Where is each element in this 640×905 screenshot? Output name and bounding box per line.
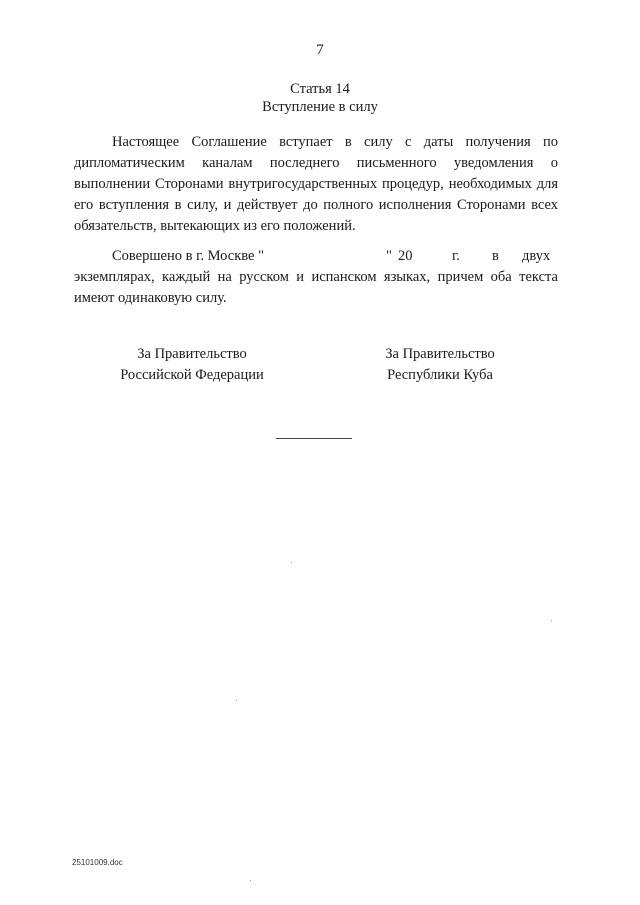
scan-speck [250,880,251,881]
signature-right-line2: Республики Куба [387,367,493,383]
signature-left-line1: За Правительство [137,346,247,362]
article-heading [0,80,640,116]
page-number: 7 [316,42,324,58]
scan-speck [551,620,552,621]
end-divider [276,438,352,439]
paragraph-done-at-line [74,246,558,267]
signature-block-cuba [320,344,560,386]
signature-left-line2: Российской Федерации [120,367,264,383]
signature-block-russia [72,344,312,386]
done-at-year: 20 [398,248,413,264]
scan-speck [236,700,237,701]
done-at-two-word: двух [522,248,551,264]
done-at-quote-close: " [386,248,392,264]
paragraph-entry-into-force: Настоящее Соглашение вступает в силу с даты получения по дипломатическим каналам последнего письменного уведомления о выполнении Сторонами внутригосударственных процедур, необходимых для его вступления в силу, и действует до полного исполнения Сторонами всех обязательств, вытекающих из его положений. [74,134,558,234]
article-title: Вступление в силу [262,99,378,115]
done-at-prefix: Совершено в г. Москве " [112,248,265,264]
signature-right-line1: За Правительство [385,346,495,362]
article-number: Статья 14 [290,81,350,97]
done-at-year-suffix: г. [452,248,460,264]
paragraph-done-at-rest: экземплярах, каждый на русском и испанском языках, причем оба текста имеют одинаковую силу. [74,269,558,306]
done-at-in-word: в [492,248,499,264]
footer-file-code: 25101009.doc [72,858,123,867]
scan-speck [291,562,292,563]
